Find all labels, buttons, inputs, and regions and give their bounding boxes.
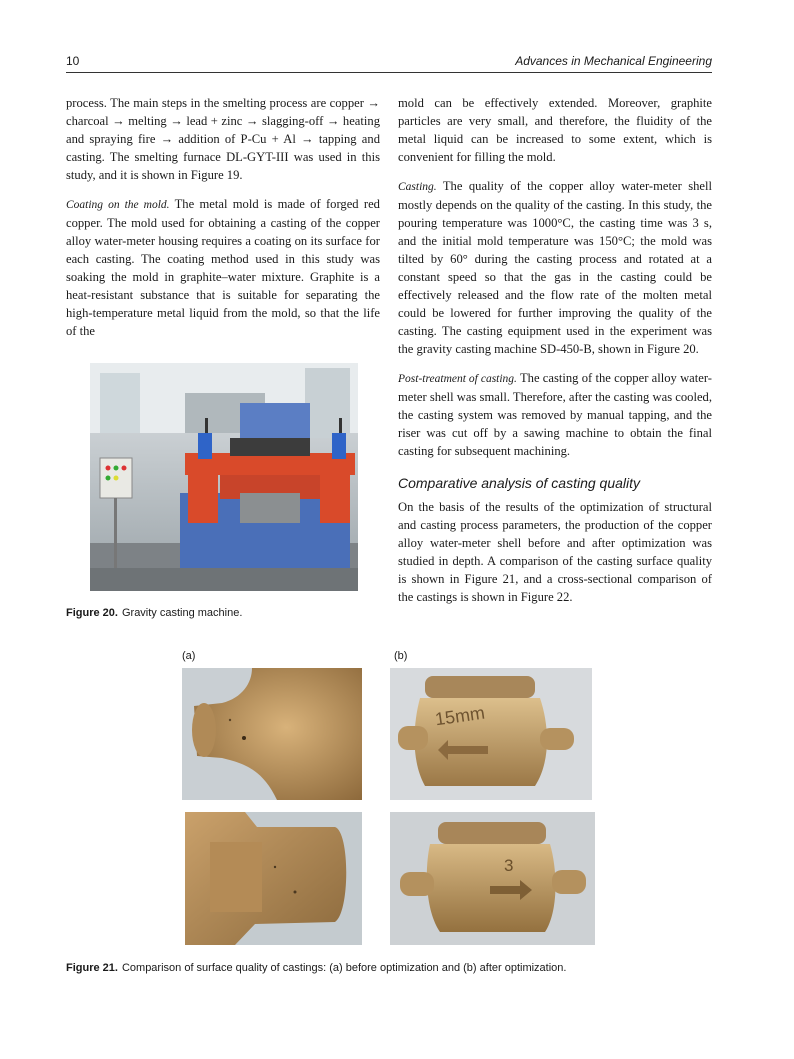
casting-after-bottom-photo [390,812,595,945]
paragraph: On the basis of the results of the optimization of structural and casting process parameters, the production of the copper alloy water-meter shell before and after optimization was studied in depth. A comparison of the casting surface quality is shown in Figure 21, and a cross-sectional comparison of the castings is shown in Figure 22. [398,500,712,604]
paragraph: mold can be effectively extended. Moreover, graphite particles are very small, and therefore, the fluidity of the metal liquid can be increased to some extent, which is convenient for filling the mold. [398,96,712,164]
casting-after-bottom-image [390,812,595,945]
marking-15mm: 15mm [433,702,487,730]
paragraph-text: The casting of the copper alloy water-meter shell was small. Therefore, after the casting was cooled, the casting system was removed by manual tapping, and the riser was cut off by a sawing machine to obtain the final casting for subsequent machining. [398,371,712,458]
runin-heading: Coating on the mold. [66,199,170,211]
marking-3: 3 [504,856,514,875]
runin-heading: Casting. [398,181,437,193]
casting-after-top-photo [390,668,592,800]
journal-name: Advances in Mechanical Engineering [515,54,712,68]
paragraph-text: The metal mold is made of forged red copper. The mold used for obtaining a casting of the copper alloy water-meter housing requires a coating on its surface for each casting. The coating method used in this study was soaking the mold in graphite–water mixture. Graphite is a heat-resistant substance that is suitable for separating the high-temperature metal liquid from the mold, so that the life of the [66,197,380,338]
figure-label: Figure 21. [66,962,118,974]
casting-before-top-photo [182,668,362,800]
left-column [66,94,380,351]
runin-heading: Post-treatment of casting. [398,373,517,385]
figure-label: Figure 20. [66,607,118,619]
figure-20-caption [66,607,366,619]
figure-21-caption [66,962,726,974]
panel-label-b: (b) [394,650,408,662]
casting-before-top-image [182,668,362,800]
paragraph-coating [66,195,380,340]
section-heading: Comparative analysis of casting quality [398,475,641,491]
paragraph-text: The quality of the copper alloy water-meter shell mostly depends on the quality of the casting. In this study, the pouring temperature was 1000°C, the casting time was 3 s, and the initial mold temperature was 150°C; the mold was tilted by 60° during the casting process and rotated at a constant speed so that the gas in the casting could be effectively released and the flow rate of the molten metal could be lowered for further improving the quality of the casting. The casting equipment used in the experiment was the gravity casting machine SD-450-B, shown in Figure 20. [398,179,712,356]
caption-text: Gravity casting machine. [121,607,243,619]
right-column [398,94,712,617]
casting-after-top-image [390,668,592,800]
casting-before-bottom-image [185,812,362,945]
panel-label-a: (a) [182,650,196,662]
casting-machine-image [90,363,358,591]
caption-text: Comparison of surface quality of castings: (a) before optimization and (b) after optimization. [121,962,567,974]
paragraph: process. The main steps in the smelting process are copper → charcoal → melting → lead + zinc → slagging-off → heating and spraying fire → addition of P-Cu + Al → tapping and casting. The smelting furnace DL-GYT-III was used in this study, and it is shown in Figure 19. [66,96,380,182]
page-number: 10 [66,54,80,68]
figure-20-photo [90,363,358,591]
running-header [66,52,712,73]
casting-before-bottom-photo [185,812,362,945]
paragraph-casting [398,177,712,358]
paragraph-post-treatment [398,369,712,460]
